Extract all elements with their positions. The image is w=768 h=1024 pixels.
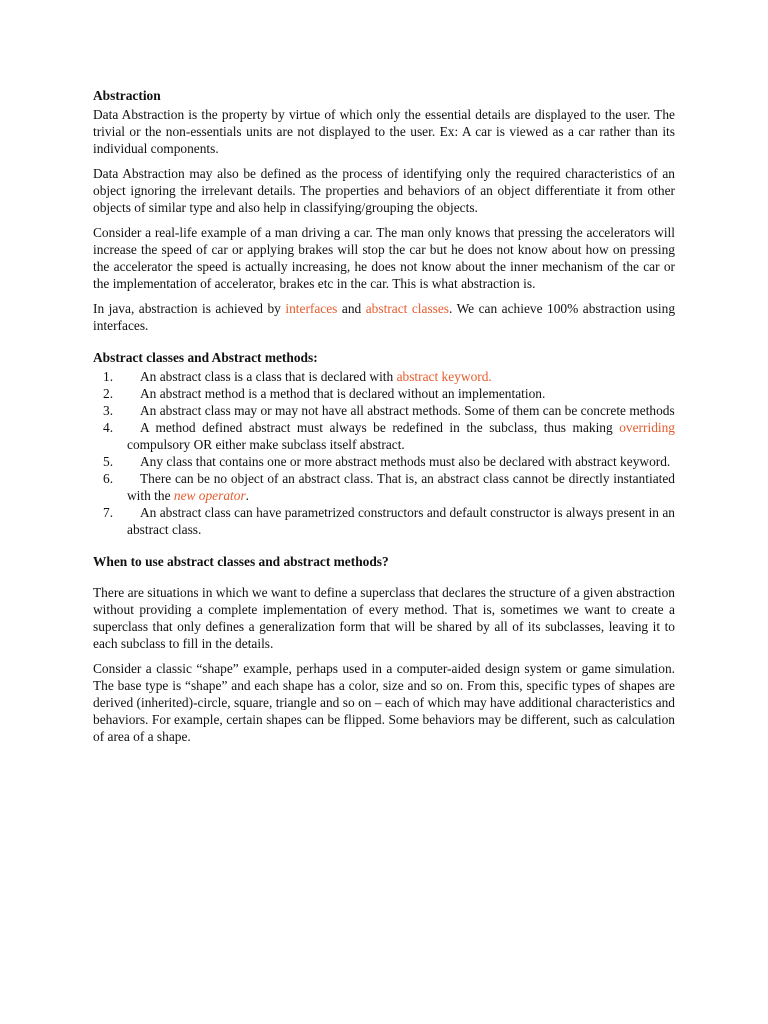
list-number: 5.	[103, 454, 114, 469]
list-item-text: An abstract method is a method that is declared without an implementation.	[140, 386, 546, 401]
abstract-classes-link[interactable]: abstract classes	[365, 301, 450, 316]
paragraph-java-abstraction	[93, 300, 675, 334]
list-number: 1.	[103, 369, 114, 384]
abstract-classes-heading: Abstract classes and Abstract methods:	[93, 350, 318, 365]
abstract-keyword-link[interactable]: abstract keyword.	[396, 369, 492, 384]
paragraph-shape-example: Consider a classic “shape” example, perhaps used in a computer-aided design system or game simulation. The base type is “shape” and each shape has a color, size and so on. From this, specific types of shapes are derived (inherited)-circle, square, triangle and so on – each of which may have additional characteristics and behaviors. For example, certain shapes can be flipped. Some behaviors may be different, such as calculation of area of a shape.	[93, 661, 675, 744]
java-text-b: and	[337, 301, 366, 316]
list-item	[93, 419, 675, 453]
list-number: 6.	[103, 471, 114, 486]
list-item	[93, 402, 675, 419]
list-item-text-rest: .	[245, 488, 250, 503]
list-number: 3.	[103, 403, 114, 418]
list-item-text: Any class that contains one or more abstract methods must also be declared with abstract keyword.	[140, 454, 671, 469]
list-item-text: An abstract class can have parametrized constructors and default constructor is always present in an abstract class.	[127, 505, 675, 537]
java-text-a: In java, abstraction is achieved by	[93, 301, 286, 316]
list-number: 7.	[103, 505, 114, 520]
list-item-text: An abstract class is a class that is declared with	[140, 369, 397, 384]
list-item-text: An abstract class may or may not have all abstract methods. Some of them can be concrete methods	[140, 403, 675, 418]
paragraph-superclass: There are situations in which we want to define a superclass that declares the structure of a given abstraction without providing a complete implementation of every method. That is, sometimes we want to create a superclass that only defines a generalization form that will be shared by all of its subclasses, leaving it to each subclass to fill in the details.	[93, 585, 675, 651]
abstract-rules-list	[93, 368, 675, 538]
list-item-text: A method defined abstract must always be redefined in the subclass, thus making	[140, 420, 620, 435]
paragraph-car-example: Consider a real-life example of a man driving a car. The man only knows that pressing the accelerators will increase the speed of car or applying brakes will stop the car but he does not know about how on pressing the accelerator the speed is actually increasing, he does not know about the inner mechanism of the car or the implementation of accelerator, brakes etc in the car. This is what abstraction is.	[93, 225, 675, 291]
list-item-text-rest: compulsory OR either make subclass itself abstract.	[127, 437, 405, 452]
list-item	[93, 470, 675, 504]
abstraction-heading: Abstraction	[93, 88, 161, 103]
paragraph-data-abstraction: Data Abstraction is the property by virtue of which only the essential details are displayed to the user. The trivial or the non-essentials units are not displayed to the user. Ex: A car is viewed as a car rather than its individual components.	[93, 107, 675, 156]
interfaces-link[interactable]: interfaces	[285, 301, 338, 316]
overriding-link[interactable]: overriding	[619, 420, 675, 435]
new-operator-link[interactable]: new operator	[173, 488, 246, 503]
document-body	[93, 86, 675, 745]
list-item	[93, 368, 675, 385]
list-number: 4.	[103, 420, 114, 435]
when-to-use-heading: When to use abstract classes and abstract methods?	[93, 554, 389, 569]
java-text-c: . We can achieve 100% abstraction using interfaces.	[93, 301, 676, 333]
paragraph-definition: Data Abstraction may also be defined as the process of identifying only the required characteristics of an object ignoring the irrelevant details. The properties and behaviors of an object differentiate it from other objects of similar type and also help in classifying/grouping the objects.	[93, 166, 675, 215]
list-item	[93, 385, 675, 402]
list-number: 2.	[103, 386, 114, 401]
list-item	[93, 453, 675, 470]
list-item	[93, 504, 675, 538]
list-item-text: There can be no object of an abstract class. That is, an abstract class cannot be directly instantiated with the	[127, 471, 675, 503]
